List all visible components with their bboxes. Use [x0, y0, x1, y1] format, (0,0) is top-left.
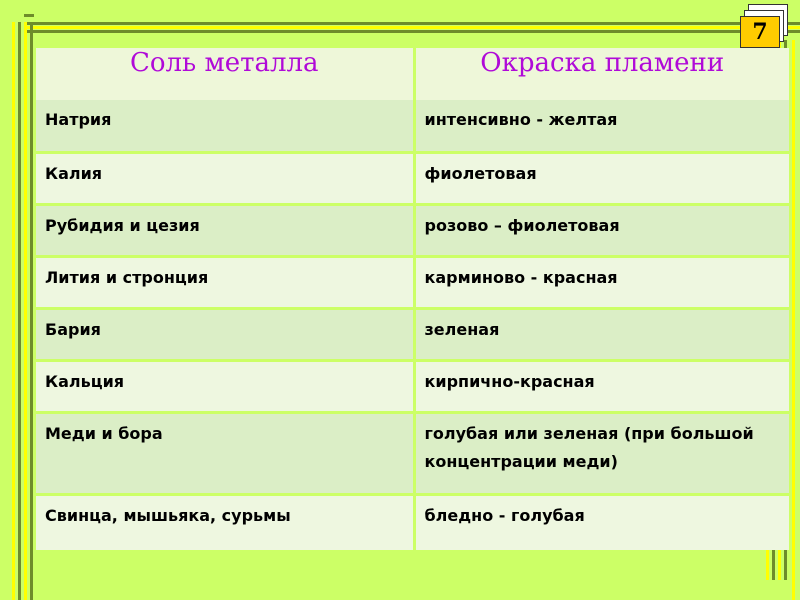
color-cell: карминово - красная	[414, 256, 789, 308]
metal-cell: Свинца, мышьяка, сурьмы	[36, 494, 414, 550]
slide-number: 7	[740, 16, 780, 48]
metal-cell: Лития и стронция	[36, 256, 414, 308]
color-cell: кирпично-красная	[414, 360, 789, 412]
table-row	[36, 360, 789, 412]
table-row	[36, 204, 789, 256]
left-stripe-dark	[18, 22, 21, 600]
metal-cell: Кальция	[36, 360, 414, 412]
color-cell: розово – фиолетовая	[414, 204, 789, 256]
color-cell: интенсивно - желтая	[414, 100, 789, 152]
metal-cell: Натрия	[36, 100, 414, 152]
top-dash	[24, 14, 34, 17]
color-cell: зеленая	[414, 308, 789, 360]
table-row	[36, 152, 789, 204]
left-stripe-yellow-2	[24, 22, 27, 600]
color-cell: бледно - голубая	[414, 494, 789, 550]
table-row	[36, 494, 789, 550]
table-header-row	[36, 48, 789, 100]
flame-color-table	[36, 48, 789, 550]
top-stripe-yellow	[26, 26, 800, 29]
metal-cell: Меди и бора	[36, 412, 414, 494]
table-row	[36, 256, 789, 308]
table-row	[36, 412, 789, 494]
top-stripe-dark	[26, 22, 800, 25]
top-stripe-dark-2	[26, 30, 800, 33]
header-metal-salt: Соль металла	[36, 48, 414, 100]
metal-cell: Бария	[36, 308, 414, 360]
left-stripe-dark-2	[30, 22, 33, 600]
metal-cell: Калия	[36, 152, 414, 204]
left-stripe-yellow	[12, 22, 15, 600]
header-flame-color: Окраска пламени	[414, 48, 789, 100]
metal-cell: Рубидия и цезия	[36, 204, 414, 256]
color-cell: голубая или зеленая (при большой концентрации меди)	[414, 412, 789, 494]
table-row	[36, 308, 789, 360]
table-row	[36, 100, 789, 152]
right-stripe-yellow-3	[792, 40, 795, 600]
slide-number-badge	[740, 4, 790, 44]
color-cell: фиолетовая	[414, 152, 789, 204]
